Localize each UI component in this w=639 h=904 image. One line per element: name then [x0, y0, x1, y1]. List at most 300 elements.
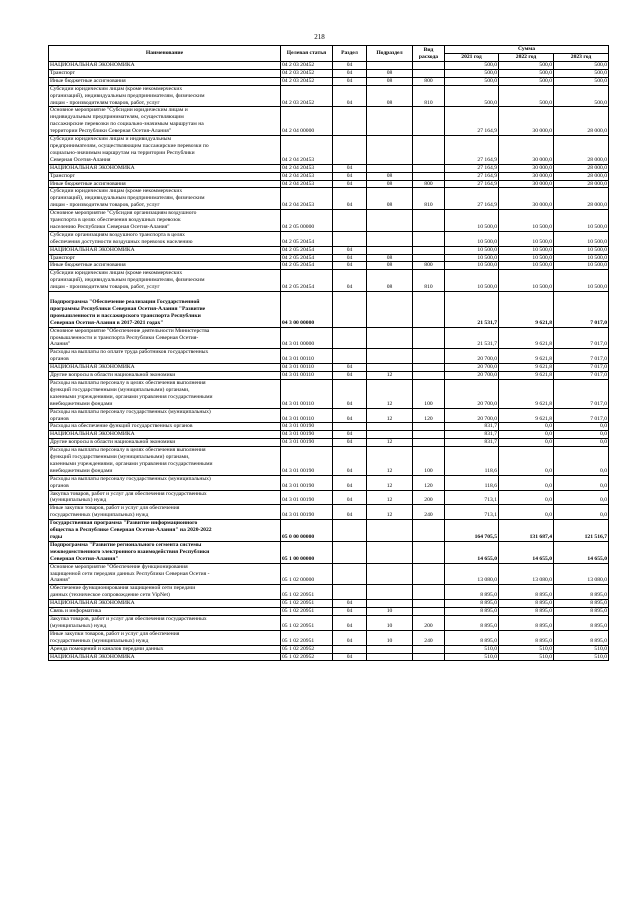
table-row [49, 645, 609, 653]
table-row [49, 77, 609, 85]
row-name: Иные бюджетные ассигнования [49, 77, 281, 85]
row-article: 05 1 02 20951 [281, 608, 333, 616]
row-section: 04 [333, 69, 367, 77]
row-section: 04 [333, 379, 367, 408]
table-row [49, 379, 609, 408]
budget-table [48, 45, 609, 661]
row-name: Другие вопросы в области национальной экономики [49, 439, 281, 447]
row-expense-type [413, 231, 445, 246]
row-sum-2021: 8 895,0 [445, 585, 499, 600]
row-sum-2023: 510,0 [554, 645, 609, 653]
header-year-2022: 2022 год [499, 54, 554, 62]
row-name: Транспорт [49, 69, 281, 77]
row-sum-2022: 0,0 [499, 475, 554, 490]
row-subsection: 08 [367, 85, 413, 107]
table-row [49, 136, 609, 165]
row-sum-2021: 27 164,9 [445, 164, 499, 172]
row-section [333, 327, 367, 349]
row-sum-2021: 21 531,7 [445, 327, 499, 349]
row-expense-type [413, 431, 445, 439]
row-sum-2023: 28 000,0 [554, 188, 609, 210]
row-subsection: 12 [367, 439, 413, 447]
row-section [333, 423, 367, 431]
row-subsection [367, 585, 413, 600]
row-sum-2023: 10 500,0 [554, 254, 609, 262]
row-expense-type [413, 608, 445, 616]
row-sum-2023: 10 500,0 [554, 270, 609, 292]
table-row [49, 188, 609, 210]
row-section [333, 349, 367, 364]
row-expense-type: 240 [413, 505, 445, 520]
header-article: Целевая статья [281, 46, 333, 62]
row-subsection: 08 [367, 77, 413, 85]
row-name: НАЦИОНАЛЬНАЯ ЭКОНОМИКА [49, 653, 281, 661]
row-article: 04 3 01 00190 [281, 490, 333, 505]
row-article: 05 1 00 00000 [281, 541, 333, 563]
table-row [49, 262, 609, 270]
table-row [49, 423, 609, 431]
row-sum-2021: 118,6 [445, 447, 499, 476]
row-sum-2023: 13 080,0 [554, 563, 609, 585]
row-sum-2021: 21 531,7 [445, 292, 499, 328]
row-sum-2022: 30 000,0 [499, 107, 554, 136]
row-expense-type: 800 [413, 77, 445, 85]
row-section: 04 [333, 172, 367, 180]
row-section [333, 520, 367, 542]
row-sum-2022: 10 500,0 [499, 262, 554, 270]
row-section: 04 [333, 653, 367, 661]
row-sum-2022: 9 621,8 [499, 372, 554, 380]
row-section: 04 [333, 490, 367, 505]
row-sum-2022: 500,0 [499, 62, 554, 70]
row-sum-2021: 8 895,0 [445, 630, 499, 645]
row-sum-2023: 500,0 [554, 69, 609, 77]
row-expense-type [413, 136, 445, 165]
row-sum-2022: 500,0 [499, 85, 554, 107]
table-body [49, 62, 609, 661]
row-name: Закупка товаров, работ и услуг для обеспечения государственных (муниципальных) нужд [49, 490, 281, 505]
row-sum-2023: 7 017,0 [554, 327, 609, 349]
row-subsection [367, 246, 413, 254]
row-sum-2022: 9 621,8 [499, 292, 554, 328]
table-row [49, 431, 609, 439]
row-sum-2023: 28 000,0 [554, 180, 609, 188]
table-row [49, 475, 609, 490]
row-expense-type [413, 600, 445, 608]
row-subsection [367, 107, 413, 136]
row-subsection: 10 [367, 608, 413, 616]
row-sum-2021: 10 500,0 [445, 254, 499, 262]
row-section [333, 585, 367, 600]
row-name: Расходы на выплаты персоналу в целях обеспечения выполнения функций государственными (муниципальными) органами, казенными учреждениями, органами управления государственными внебюджетными фондами [49, 379, 281, 408]
row-article: 04 2 05 20454 [281, 246, 333, 254]
row-sum-2023: 10 500,0 [554, 231, 609, 246]
row-sum-2022: 9 621,8 [499, 327, 554, 349]
row-subsection [367, 164, 413, 172]
row-sum-2021: 500,0 [445, 77, 499, 85]
row-sum-2021: 118,6 [445, 475, 499, 490]
row-sum-2022: 30 000,0 [499, 164, 554, 172]
row-subsection [367, 653, 413, 661]
table-row [49, 270, 609, 292]
row-sum-2023: 28 000,0 [554, 136, 609, 165]
row-section: 04 [333, 600, 367, 608]
row-article: 04 3 01 00110 [281, 379, 333, 408]
row-expense-type [413, 349, 445, 364]
row-sum-2021: 10 500,0 [445, 246, 499, 254]
row-sum-2023: 0,0 [554, 490, 609, 505]
row-sum-2023: 8 895,0 [554, 615, 609, 630]
row-subsection [367, 210, 413, 232]
row-expense-type: 240 [413, 630, 445, 645]
page-number: 218 [314, 33, 325, 41]
row-sum-2021: 510,0 [445, 645, 499, 653]
row-name: НАЦИОНАЛЬНАЯ ЭКОНОМИКА [49, 364, 281, 372]
row-article: 04 3 00 00000 [281, 292, 333, 328]
row-subsection [367, 292, 413, 328]
row-article: 05 1 02 20951 [281, 615, 333, 630]
table-row [49, 447, 609, 476]
row-name: НАЦИОНАЛЬНАЯ ЭКОНОМИКА [49, 164, 281, 172]
row-expense-type [413, 254, 445, 262]
row-section [333, 292, 367, 328]
row-article: 04 3 01 00190 [281, 431, 333, 439]
row-sum-2022: 10 500,0 [499, 231, 554, 246]
row-sum-2022: 30 000,0 [499, 136, 554, 165]
row-sum-2021: 20 700,0 [445, 379, 499, 408]
row-sum-2023: 8 895,0 [554, 630, 609, 645]
row-name: Транспорт [49, 254, 281, 262]
row-subsection [367, 136, 413, 165]
table-header [49, 46, 609, 62]
header-subsection: Подраздел [367, 46, 413, 62]
row-sum-2022: 500,0 [499, 77, 554, 85]
row-section: 04 [333, 188, 367, 210]
row-sum-2022: 9 621,8 [499, 364, 554, 372]
row-sum-2021: 13 080,0 [445, 563, 499, 585]
row-subsection: 12 [367, 372, 413, 380]
header-year-2021: 2021 год [445, 54, 499, 62]
row-subsection [367, 563, 413, 585]
row-subsection [367, 62, 413, 70]
row-sum-2021: 8 895,0 [445, 608, 499, 616]
table-row [49, 372, 609, 380]
header-sum: Сумма [445, 46, 609, 54]
row-subsection: 12 [367, 379, 413, 408]
row-expense-type [413, 585, 445, 600]
row-subsection: 10 [367, 630, 413, 645]
row-subsection [367, 600, 413, 608]
row-section: 04 [333, 505, 367, 520]
row-expense-type [413, 164, 445, 172]
table-row [49, 164, 609, 172]
row-expense-type [413, 520, 445, 542]
row-section: 04 [333, 364, 367, 372]
row-subsection: 08 [367, 262, 413, 270]
row-subsection [367, 231, 413, 246]
row-name: Иные закупки товаров, работ и услуг для обеспечения государственных (муниципальных) нужд [49, 630, 281, 645]
row-name: Расходы на выплаты по оплате труда работников государственных органов [49, 349, 281, 364]
row-section: 04 [333, 62, 367, 70]
row-sum-2023: 0,0 [554, 475, 609, 490]
row-sum-2021: 8 895,0 [445, 600, 499, 608]
row-sum-2021: 27 164,9 [445, 180, 499, 188]
row-subsection: 12 [367, 475, 413, 490]
row-subsection [367, 541, 413, 563]
row-article: 05 1 02 20951 [281, 600, 333, 608]
row-expense-type: 200 [413, 615, 445, 630]
row-expense-type [413, 372, 445, 380]
row-section: 04 [333, 246, 367, 254]
row-sum-2023: 10 500,0 [554, 246, 609, 254]
row-article: 04 2 03 20452 [281, 69, 333, 77]
row-article: 04 3 01 00000 [281, 327, 333, 349]
row-sum-2022: 510,0 [499, 645, 554, 653]
row-name: Подпрограмма "Развитие регионального сегмента системы межведомственного электронного взаимодействия Республики Северная Осетия-Алания" [49, 541, 281, 563]
row-sum-2021: 10 500,0 [445, 231, 499, 246]
row-sum-2023: 500,0 [554, 85, 609, 107]
row-sum-2023: 0,0 [554, 447, 609, 476]
row-expense-type [413, 423, 445, 431]
row-section [333, 563, 367, 585]
row-article: 04 3 01 00190 [281, 505, 333, 520]
row-sum-2021: 500,0 [445, 62, 499, 70]
table-row [49, 408, 609, 423]
row-section [333, 107, 367, 136]
row-subsection [367, 645, 413, 653]
row-article: 04 2 05 20454 [281, 270, 333, 292]
row-expense-type: 810 [413, 270, 445, 292]
row-subsection: 12 [367, 505, 413, 520]
row-expense-type [413, 653, 445, 661]
row-expense-type: 100 [413, 447, 445, 476]
row-expense-type: 100 [413, 379, 445, 408]
row-sum-2022: 14 655,0 [499, 541, 554, 563]
table-row [49, 292, 609, 328]
row-sum-2022: 30 000,0 [499, 180, 554, 188]
row-article: 04 3 01 00110 [281, 408, 333, 423]
row-section: 04 [333, 408, 367, 423]
header-section: Раздел [333, 46, 367, 62]
row-sum-2021: 27 164,9 [445, 188, 499, 210]
row-section: 04 [333, 262, 367, 270]
row-expense-type [413, 62, 445, 70]
row-subsection: 12 [367, 408, 413, 423]
row-sum-2023: 10 500,0 [554, 210, 609, 232]
row-sum-2022: 0,0 [499, 447, 554, 476]
row-name: Основное мероприятие "Субсидия организациям воздушного транспорта в целях обеспечения воздушных перевозок населению Республики Северная Осетия-Алания" [49, 210, 281, 232]
row-section: 04 [333, 180, 367, 188]
row-name: Расходы на выплаты персоналу государственных (муниципальных) органов [49, 475, 281, 490]
row-name: Субсидии юридическим лицам и индивидуальным предпринимателям, осуществляющим пассажирские перевозки по социально-значимым маршрутам на территории Республики Северная Осетия-Алания [49, 136, 281, 165]
row-subsection: 12 [367, 490, 413, 505]
row-sum-2021: 510,0 [445, 653, 499, 661]
row-name: Субсидии юридическим лицам (кроме некоммерческих организаций), индивидуальным предпринимателям, физическим лицам - производителям товаров, работ, услуг [49, 85, 281, 107]
row-sum-2022: 9 621,8 [499, 408, 554, 423]
row-article: 05 1 02 00000 [281, 563, 333, 585]
row-section: 04 [333, 439, 367, 447]
row-expense-type [413, 327, 445, 349]
row-article: 04 2 04 20453 [281, 172, 333, 180]
table-row [49, 254, 609, 262]
table-row [49, 505, 609, 520]
table-row [49, 231, 609, 246]
row-sum-2023: 10 500,0 [554, 262, 609, 270]
row-section: 04 [333, 77, 367, 85]
row-name: Основное мероприятие "Субсидии юридическим лицам и индивидуальным предпринимателям, осуществляющим пассажирские перевозки по социально-значимым маршрутам на территории Республики Северная Осетия-Алания" [49, 107, 281, 136]
row-name: Основное мероприятие "Обеспечение деятельности Министерства промышленности и транспорта Республики Северная Осетия- Алания" [49, 327, 281, 349]
row-expense-type [413, 292, 445, 328]
row-subsection [367, 431, 413, 439]
row-expense-type: 810 [413, 85, 445, 107]
row-sum-2023: 0,0 [554, 431, 609, 439]
row-section: 04 [333, 630, 367, 645]
row-expense-type [413, 107, 445, 136]
row-sum-2023: 121 516,7 [554, 520, 609, 542]
row-subsection: 12 [367, 447, 413, 476]
row-name: Субсидии юридическим лицам (кроме некоммерческих организаций), индивидуальным предпринимателям, физическим лицам - производителям товаров, работ, услуг [49, 188, 281, 210]
row-sum-2021: 20 700,0 [445, 408, 499, 423]
row-name: Подпрограмма "Обеспечение реализации Государственной программы Республики Северная Осетия-Алания "Развитие промышленности и пассажирского транспорта Республики Северная Осетия-Алания в 2017-2021 годах" [49, 292, 281, 328]
row-article: 04 2 03 20452 [281, 85, 333, 107]
row-article: 05 1 02 20952 [281, 645, 333, 653]
row-expense-type [413, 645, 445, 653]
row-article: 04 3 01 00110 [281, 372, 333, 380]
row-sum-2022: 10 500,0 [499, 210, 554, 232]
row-expense-type [413, 172, 445, 180]
row-sum-2023: 28 000,0 [554, 107, 609, 136]
row-section: 04 [333, 372, 367, 380]
table-row [49, 62, 609, 70]
row-sum-2021: 27 164,9 [445, 136, 499, 165]
row-expense-type [413, 246, 445, 254]
row-name: Транспорт [49, 172, 281, 180]
row-name: Иные бюджетные ассигнования [49, 262, 281, 270]
table-row [49, 630, 609, 645]
row-section [333, 645, 367, 653]
row-article: 04 2 04 20453 [281, 136, 333, 165]
row-sum-2022: 9 621,8 [499, 349, 554, 364]
row-name: НАЦИОНАЛЬНАЯ ЭКОНОМИКА [49, 600, 281, 608]
row-article: 04 2 05 20454 [281, 262, 333, 270]
row-name: НАЦИОНАЛЬНАЯ ЭКОНОМИКА [49, 246, 281, 254]
row-name: Субсидии организациям воздушного транспорта в целях обеспечения доступности воздушных перевозок населению [49, 231, 281, 246]
row-sum-2023: 7 017,0 [554, 292, 609, 328]
row-name: НАЦИОНАЛЬНАЯ ЭКОНОМИКА [49, 62, 281, 70]
row-sum-2022: 0,0 [499, 439, 554, 447]
table-row [49, 563, 609, 585]
row-sum-2023: 510,0 [554, 653, 609, 661]
row-sum-2022: 0,0 [499, 505, 554, 520]
row-sum-2021: 500,0 [445, 85, 499, 107]
table-row [49, 520, 609, 542]
row-expense-type [413, 69, 445, 77]
row-expense-type: 800 [413, 262, 445, 270]
row-sum-2023: 0,0 [554, 439, 609, 447]
row-sum-2022: 8 895,0 [499, 615, 554, 630]
row-subsection [367, 520, 413, 542]
row-sum-2021: 10 500,0 [445, 270, 499, 292]
table-row [49, 349, 609, 364]
row-sum-2023: 8 895,0 [554, 585, 609, 600]
row-sum-2021: 14 655,0 [445, 541, 499, 563]
row-article: 04 2 05 00000 [281, 210, 333, 232]
row-article: 04 2 04 20453 [281, 180, 333, 188]
row-sum-2022: 8 895,0 [499, 585, 554, 600]
row-name: Аренда помещений и каналов передачи данных [49, 645, 281, 653]
row-subsection: 08 [367, 180, 413, 188]
row-article: 04 2 03 20452 [281, 77, 333, 85]
row-section [333, 210, 367, 232]
table-row [49, 490, 609, 505]
row-subsection: 08 [367, 188, 413, 210]
row-sum-2021: 831,7 [445, 431, 499, 439]
row-subsection [367, 364, 413, 372]
table-row [49, 180, 609, 188]
row-sum-2021: 713,1 [445, 505, 499, 520]
row-sum-2023: 7 017,0 [554, 379, 609, 408]
row-sum-2021: 10 500,0 [445, 262, 499, 270]
table-row [49, 600, 609, 608]
row-subsection [367, 327, 413, 349]
row-expense-type: 120 [413, 408, 445, 423]
table-row [49, 210, 609, 232]
row-sum-2023: 7 017,0 [554, 349, 609, 364]
row-section [333, 136, 367, 165]
row-article: 04 3 01 00190 [281, 447, 333, 476]
row-sum-2023: 0,0 [554, 423, 609, 431]
row-article: 04 2 05 20454 [281, 254, 333, 262]
row-expense-type [413, 364, 445, 372]
row-expense-type [413, 210, 445, 232]
row-sum-2023: 500,0 [554, 62, 609, 70]
table-row [49, 107, 609, 136]
row-section: 04 [333, 270, 367, 292]
row-article: 04 2 03 20452 [281, 62, 333, 70]
row-sum-2021: 20 700,0 [445, 364, 499, 372]
row-section: 04 [333, 615, 367, 630]
row-name: Расходы на выплаты персоналу в целях обеспечения выполнения функций государственными (муниципальными) органами, казенными учреждениями, органами управления государственными внебюджетными фондами [49, 447, 281, 476]
row-expense-type [413, 563, 445, 585]
table-row [49, 364, 609, 372]
row-sum-2022: 9 621,8 [499, 379, 554, 408]
row-expense-type [413, 541, 445, 563]
row-sum-2022: 8 895,0 [499, 608, 554, 616]
table-row [49, 246, 609, 254]
row-name: Государственная программа "Развитие информационного общества в Республике Северная Осетия-Алания" на 2020-2022 годы [49, 520, 281, 542]
row-sum-2022: 10 500,0 [499, 270, 554, 292]
row-name: Связь и информатика [49, 608, 281, 616]
row-sum-2022: 131 687,4 [499, 520, 554, 542]
row-expense-type: 120 [413, 475, 445, 490]
table-row [49, 327, 609, 349]
table-row [49, 85, 609, 107]
row-article: 04 2 04 20453 [281, 188, 333, 210]
row-sum-2021: 10 500,0 [445, 210, 499, 232]
row-sum-2023: 8 895,0 [554, 608, 609, 616]
row-section: 04 [333, 475, 367, 490]
row-section [333, 541, 367, 563]
row-sum-2022: 10 500,0 [499, 254, 554, 262]
row-subsection: 08 [367, 69, 413, 77]
row-sum-2022: 30 000,0 [499, 172, 554, 180]
row-sum-2023: 7 017,0 [554, 408, 609, 423]
row-name: Расходы на обеспечение функций государственных органов [49, 423, 281, 431]
table-row [49, 172, 609, 180]
row-sum-2021: 831,7 [445, 439, 499, 447]
table-row [49, 653, 609, 661]
row-section: 04 [333, 431, 367, 439]
